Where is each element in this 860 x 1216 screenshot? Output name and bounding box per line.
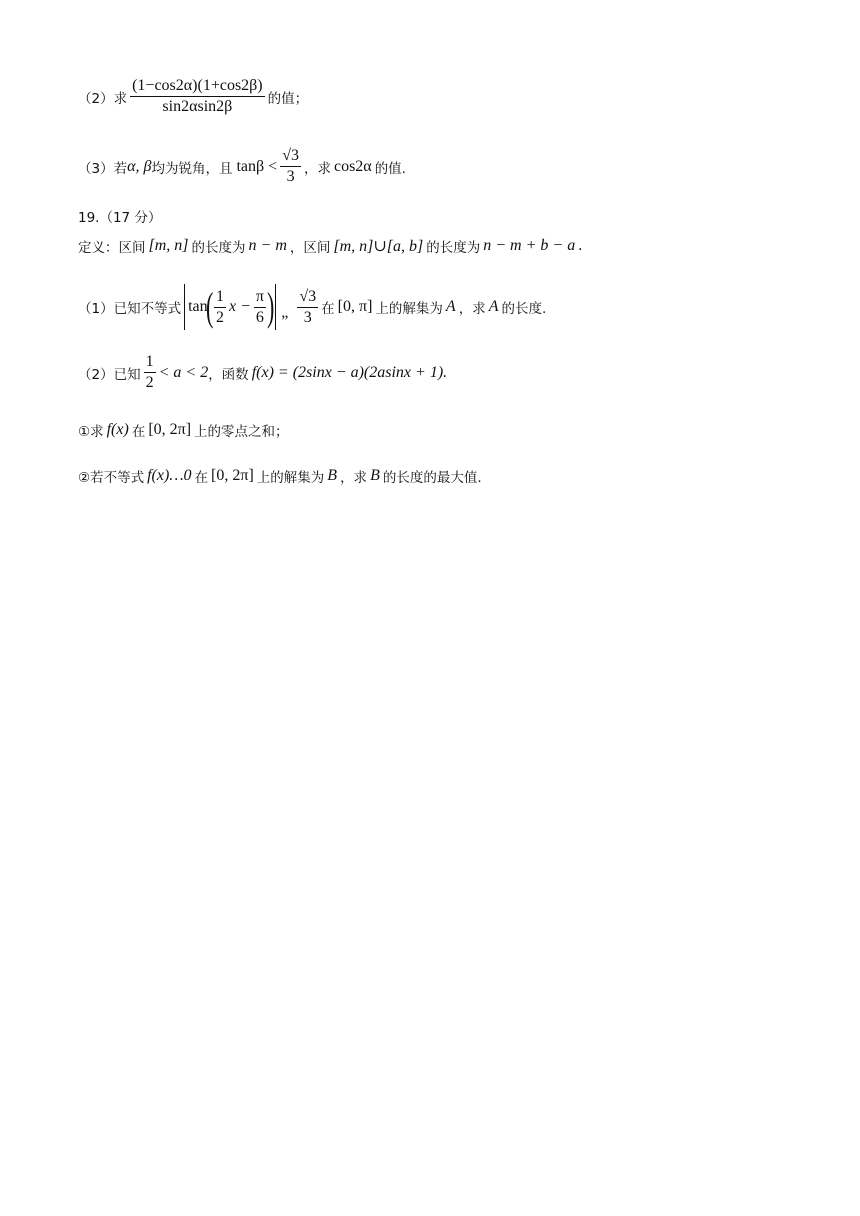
q19-sub2-prefix: ②若不等式 [78,470,145,486]
q19-sub1-prefix: ①求 [78,424,104,440]
q19-part1-text3: ，求 [458,301,486,317]
q19-part1-half-den: 2 [215,308,224,326]
q19-part1-tan: tan [188,298,208,315]
q19-sub2-text3: ，求 [340,470,368,486]
q19-part1-label: （1）已知不等式 [78,301,182,317]
q19-sub2-text1: 在 [194,470,209,486]
q19-part2-ineq: < a < 2 [158,363,209,381]
q19-sub2-set2: B [370,467,380,484]
q19-sub1-text1: 在 [131,424,146,440]
q18-part3-frac-num: √3 [282,147,299,164]
q19-part2-text1: ，函数 [208,366,249,383]
definition-line [78,236,582,256]
q19-part1-pi-num: π [255,287,264,305]
q18-part3-label: （3）若 [78,160,128,177]
q19-part2-half-den: 2 [145,374,154,391]
q19-part1-set2: A [488,298,499,315]
q19-part1-pi-den: 6 [255,308,264,326]
q19-part1-pi-frac [254,287,266,328]
q18-part3-text3: 的值. [374,160,406,177]
q18-part3-fraction [280,146,301,187]
q19-part1-rhs [297,287,318,328]
definition-text2: ，区间 [289,240,331,256]
q18-part2-label: （2）求 [78,90,128,107]
q19-part1-set: A [445,298,456,315]
q19-part1-text2: 上的解集为 [375,301,443,317]
q19-part1-rhs-den: 3 [303,308,312,326]
q19-part2-line [78,352,447,393]
q18-part3-line [78,146,406,187]
definition-len1: n − m [248,237,287,254]
q18-part3-tan: tanβ < [236,157,278,175]
q18-part2-denominator: sin2αsin2β [162,98,233,115]
q19-header: 19.（17 分） [78,210,162,226]
q19-part2-half [144,352,156,393]
paren-right: ) [266,284,275,329]
q18-part3-target: cos2α [333,157,372,175]
q19-part1-interval: [0, π] [337,298,373,315]
q19-part1-leq: „ [281,304,289,321]
definition-end: . [578,237,583,254]
q19-sub1-line [78,420,289,440]
q18-part3-frac-den: 3 [286,168,295,185]
q19-part2-label: （2）已知 [78,366,141,383]
q18-part2-numerator: (1−cos2α)(1+cos2β) [132,77,263,94]
q19-sub2-text4: 的长度的最大值. [382,470,482,486]
q18-part3-vars: α, β [127,157,152,175]
q18-part3-text1: 均为锐角，且 [151,160,233,177]
definition-text3: 的长度为 [426,240,481,256]
q19-sub1-f: f(x) [106,421,129,438]
q19-part1-text4: 的长度. [501,301,547,317]
q19-header-line [78,206,161,226]
definition-prefix: 定义：区间 [78,240,146,256]
q18-part2-suffix: 的值； [267,90,309,107]
definition-interval1: [m, n] [148,237,189,254]
q18-part3-text2: ，求 [303,160,331,177]
q19-part1-line [78,284,546,330]
q19-part1-half [214,287,226,328]
q19-sub2-f: f(x)…0 [147,467,192,484]
q19-part2-func: f(x) = (2sinx − a)(2asinx + 1). [251,363,448,381]
q19-sub2-line [78,466,482,486]
q19-part1-rhs-num: √3 [299,287,317,305]
definition-text1: 的长度为 [191,240,246,256]
q18-part2-fraction [130,76,265,117]
abs-bar-left [184,284,185,330]
q18-part2-line [78,76,308,117]
q19-sub2-text2: 上的解集为 [256,470,325,486]
q19-part1-text1: 在 [321,301,335,317]
abs-bar-right [275,284,276,330]
q19-sub1-interval: [0, 2π] [148,421,192,438]
definition-interval2: [m, n]∪[a, b] [333,238,424,255]
q19-part1-x-minus: x − [228,298,251,315]
paren-left: ( [205,284,213,329]
definition-len2: n − m + b − a [483,237,576,254]
q19-sub1-text2: 上的零点之和； [194,424,289,440]
q19-sub2-set: B [327,467,338,484]
q19-part2-half-num: 1 [145,353,154,370]
q19-sub2-interval: [0, 2π] [211,467,254,484]
q19-part1-half-num: 1 [215,287,224,305]
